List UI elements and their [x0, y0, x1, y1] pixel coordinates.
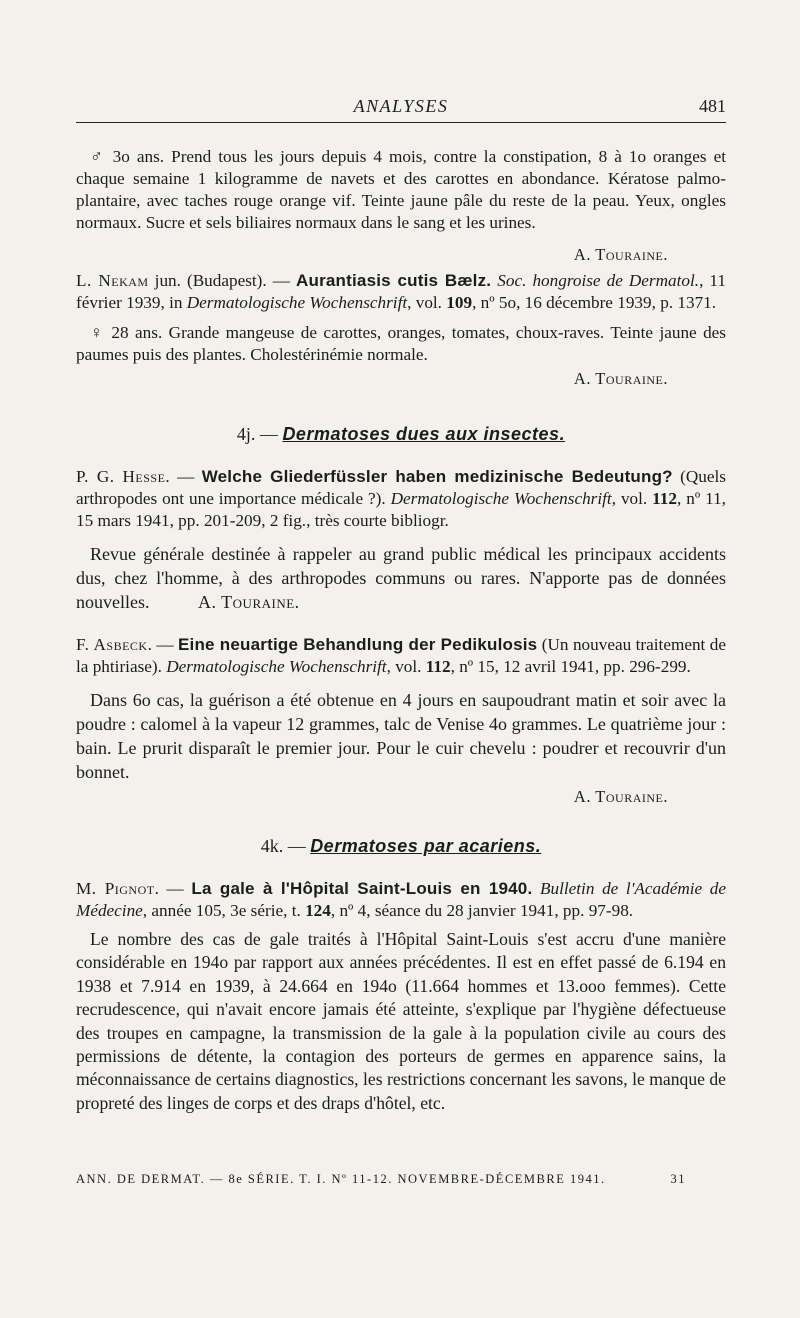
running-title: ANALYSES [353, 96, 449, 116]
footer-citation: ANN. DE DERMAT. — 8e SÉRIE. T. I. Nº 11-12. NOVEMBRE-DÉCEMBRE 1941. [76, 1172, 606, 1186]
signature: A. Touraine. [198, 592, 300, 612]
entry-hesse [76, 466, 726, 614]
author: P. G. Hesse [76, 467, 166, 486]
entry-text: Revue générale destinée à rappeler au grand public médical les principaux accidents dus, chez l'homme, à des arthropodes communs ou rares. N'apporte pas de données nouvelles. A. Touraine. [76, 544, 726, 612]
reference: L. Nekam jun. (Budapest). — Aurantiasis cutis Bælz. Soc. hongroise de Dermatol., 11 février 1939, in Dermatologische Wochenschrift, vol. 109, nº 5o, 16 décembre 1939, p. 1371. [76, 271, 726, 312]
signature: A. Touraine. [573, 369, 668, 388]
entry-nekam [76, 270, 726, 390]
reference: F. Asbeck. — Eine neuartige Behandlung der Pedikulosis (Un nouveau traitement de la phtiriase). Dermatologische Wochenschrift, vol. 112, nº 15, 12 avril 1941, pp. 296-299. [76, 635, 726, 676]
entry-text: ♂ 3o ans. Prend tous les jours depuis 4 mois, contre la constipation, 8 à 1o oranges et chaque semaine 1 kilogramme de navets et des carottes en abondance. Kératose palmo-plantaire, avec taches rouge orange vif. Teinte jaune pâle du reste de la peau. Yeux, ongles normaux. Sucre et sels biliaires normaux dans le sang et les urines. [76, 147, 727, 232]
section-title: Dermatoses par acariens. [310, 836, 542, 856]
entry-asbeck [76, 634, 726, 808]
author: F. Asbeck [76, 635, 148, 654]
section-heading-4k: 4k. — Dermatoses par acariens. [260, 836, 542, 856]
entry-text: ♀ 28 ans. Grande mangeuse de carottes, oranges, tomates, choux-raves. Teinte jaune des paumes puis des plantes. Cholestérinémie normale. [76, 323, 726, 364]
article-title: La gale à l'Hôpital Saint-Louis en 1940. [191, 879, 533, 898]
footer-folio: 31 [670, 1172, 686, 1186]
signature: A. Touraine. [573, 787, 668, 806]
author: L. Nekam [76, 271, 149, 290]
entry-continuation [76, 146, 726, 266]
article-title: Eine neuartige Behandlung der Pedikulosis [178, 635, 538, 654]
author: M. Pignot [76, 879, 155, 898]
section-title: Dermatoses dues aux insectes. [282, 424, 566, 444]
entry-text: Dans 6o cas, la guérison a été obtenue en 4 jours en saupoudrant matin et soir avec la poudre : calomel à la vapeur 12 grammes, talc de Venise 4o grammes. Le quatrième jour : bain. Le prurit disparaît le premier jour. Pour le cuir chevelu : poudrer et recouvrir d'un bonnet. [76, 690, 726, 782]
section-heading-4j: 4j. — Dermatoses dues aux insectes. [236, 424, 566, 444]
reference: P. G. Hesse. — Welche Gliederfüssler haben medizinische Bedeutung? (Quels arthropodes ont une importance médicale ?). Dermatologische Wochenschrift, vol. 112, nº 11, 15 mars 1941, pp. 201-209, 2 fig., très courte bibliogr. [76, 467, 726, 530]
running-header [76, 96, 726, 123]
journal: Dermatologische Wochenschrift [166, 657, 387, 676]
article-title: Welche Gliederfüssler haben medizinische Bedeutung? [201, 467, 673, 486]
page-footer [76, 1172, 726, 1187]
journal: Dermatologische Wochenschrift [186, 293, 408, 312]
journal: Dermatologische Wochenschrift [390, 489, 612, 508]
signature: A. Touraine. [573, 245, 668, 264]
reference: M. Pignot. — La gale à l'Hôpital Saint-Louis en 1940. Bulletin de l'Académie de Médecine, année 105, 3e série, t. 124, nº 4, séance du 28 janvier 1941, pp. 97-98. [76, 879, 726, 920]
page-number: 481 [699, 96, 726, 116]
entry-text: Le nombre des cas de gale traités à l'Hôpital Saint-Louis s'est accru d'une manière considérable en 194o par rapport aux années précédentes. Il est en effet passé de 6.194 en 1938 et 7.914 en 1939, à 24.664 en 194o (11.664 hommes et 13.ooo femmes). Cette recrudescence, qui n'avait encore jamais été atteinte, s'explique par l'hygiène défectueuse des troupes en campagne, la transmission de la gale à la population civile au cours des permissions de détente, la contagion des porteurs de germes en apparence sains, la méconnaissance de certains diagnostics, les restrictions concernant les savons, le manque de propreté des linges de corps et des draps d'hôtel, etc. [76, 929, 726, 1113]
entry-pignot [76, 878, 726, 1115]
article-title: Aurantiasis cutis Bælz. [296, 271, 492, 290]
journal: Bulletin de l'Académie de Médecine [76, 879, 726, 920]
